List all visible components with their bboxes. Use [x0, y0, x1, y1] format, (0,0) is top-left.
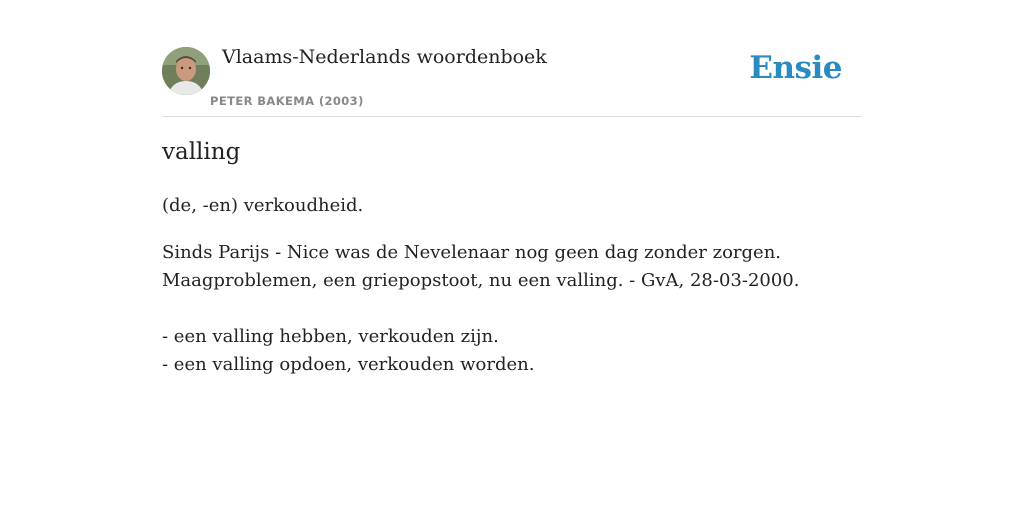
author-label: PETER BAKEMA (2003) [210, 94, 364, 108]
dictionary-title-link[interactable]: Vlaams-Nederlands woordenboek [222, 46, 547, 68]
definition-text: (de, -en) verkoudheid. [162, 195, 364, 216]
brand-logo-link[interactable]: Ensie [749, 50, 842, 86]
header [162, 0, 862, 117]
example-line: Sinds Parijs - Nice was de Nevelenaar nog geen dag zonder zorgen. [162, 242, 782, 263]
example-line: Maagproblemen, een griepopstoot, nu een valling. - GvA, 28-03-2000. [162, 270, 800, 291]
entry-title: valling [162, 139, 241, 165]
author-photo-icon [162, 47, 210, 95]
expression-item: - een valling hebben, verkouden zijn. [162, 326, 499, 347]
avatar[interactable] [162, 47, 210, 95]
page [162, 0, 862, 375]
expression-item: - een valling opdoen, verkouden worden. [162, 354, 535, 375]
